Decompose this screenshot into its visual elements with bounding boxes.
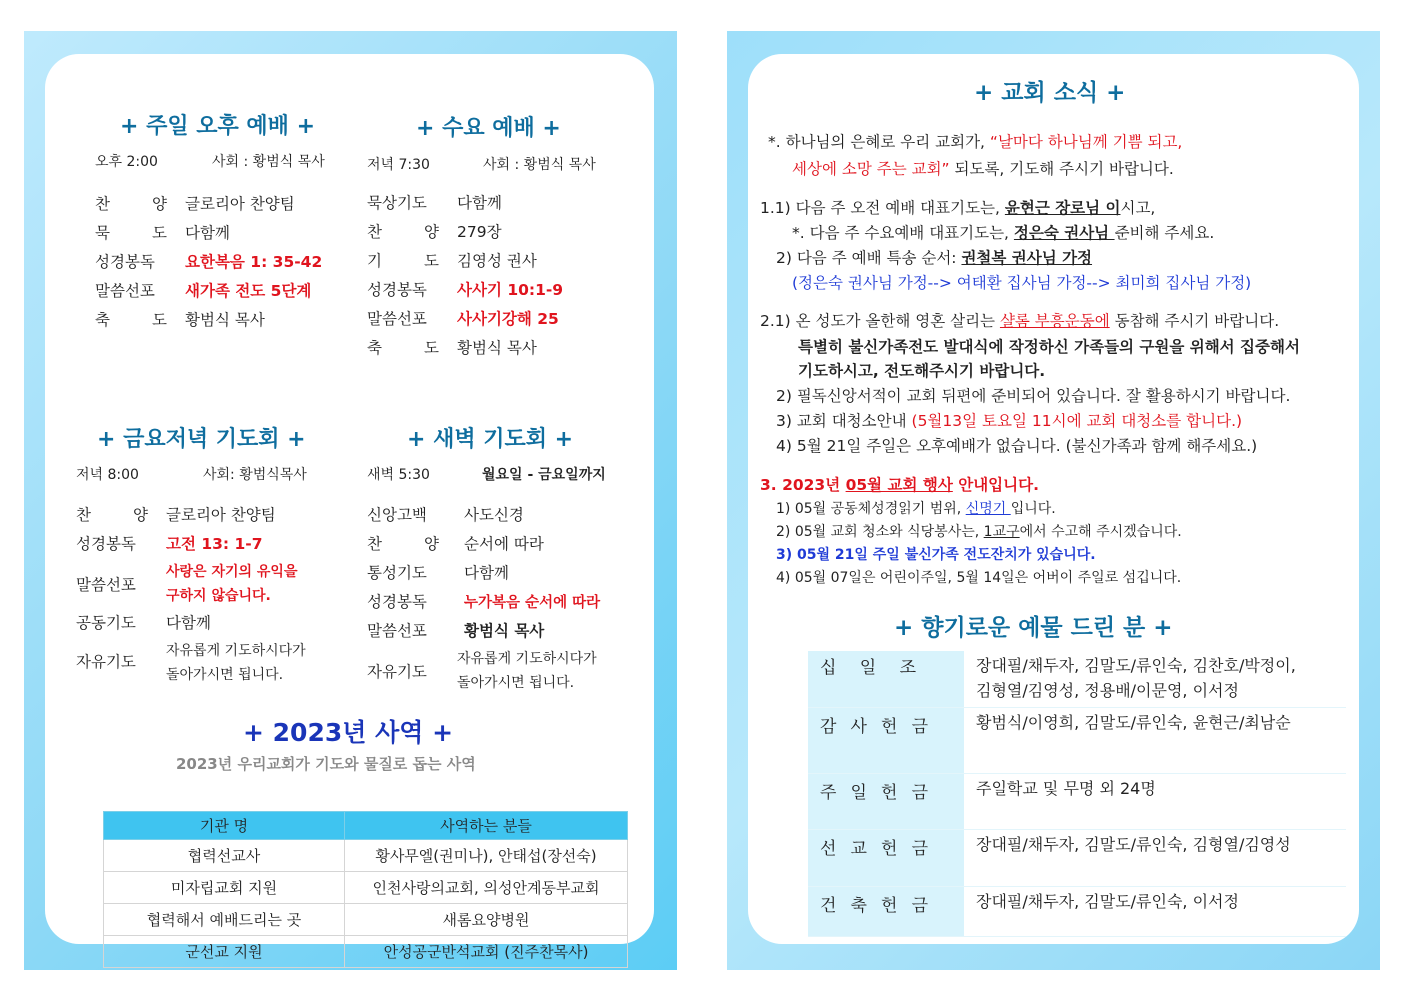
- offering-table: [808, 651, 1346, 937]
- table-header-row: [104, 812, 628, 840]
- table-row: 십 일 조 장대필/채두자, 김말도/류인숙, 김찬호/박정이, 김형열/김영성, 정용배/이문영, 이서정: [808, 651, 1346, 707]
- wednesday-time: 저녁 7:30: [367, 157, 430, 173]
- news-3-4: 4) 05월 07일은 어린이주일, 5월 14일은 어버이 주일로 섬깁니다.: [776, 570, 1182, 586]
- news-title: + 교회 소식 +: [974, 80, 1126, 106]
- sunday-pm-time: 오후 2:00: [95, 154, 158, 170]
- table-row: 감 사 헌 금 황범식/이영희, 김말도/류인숙, 윤현근/최남순: [808, 707, 1346, 773]
- friday-time: 저녁 8:00: [76, 467, 139, 483]
- table-row: 선 교 헌 금 장대필/채두자, 김말도/류인숙, 김형열/김영성: [808, 829, 1346, 886]
- left-card: [45, 54, 654, 961]
- mission-subtitle: 2023년 우리교회가 기도와 물질로 돕는 사역: [176, 755, 476, 773]
- news-1-2: 2) 다음 주 예배 특송 순서: 권철복 권사님 가정: [776, 249, 1093, 267]
- news-2-1-bold1: 특별히 불신가족전도 발대식에 작정하신 가족들의 구원을 위해서 집중해서: [798, 338, 1300, 356]
- news-intro-line1: *. 하나님의 은혜로 우리 교회가, “날마다 하나님께 기쁨 되고,: [768, 133, 1183, 151]
- news-3-1: 1) 05월 공동체성경읽기 범위, 신명기 입니다.: [776, 501, 1056, 517]
- news-1-2-order: (정은숙 권사님 가정--> 여태환 집사님 가정--> 최미희 집사님 가정): [792, 274, 1252, 292]
- dawn-order: 신앙고백 사도신경 찬 양 순서에 따라 통성기도 다함께 성경봉독 누가복음 순서에 따라 말씀선포 황범식 목사 자유기도 자유롭게 기도하시다가 돌아가시면 됩니다.: [367, 506, 601, 691]
- table-row: 협력선교사 황사무엘(권미나), 안태섭(장선숙): [104, 840, 628, 872]
- friday-order: 찬 양 글로리아 찬양팀 성경봉독 고전 13: 1-7 말씀선포 사랑은 자기의 유익을 구하지 않습니다. 공동기도 다함께 자유기도 자유롭게 기도하시다가 돌아가시면 됩니다.: [76, 506, 306, 683]
- friday-host: 사회: 황범식목사: [203, 467, 307, 483]
- friday-title: + 금요저녁 기도회 +: [97, 427, 306, 452]
- table-row: 미자립교회 지원 인천사랑의교회, 의성안계동부교회: [104, 872, 628, 904]
- dawn-time: 새벽 5:30: [367, 467, 430, 483]
- offering-title: + 향기로운 예물 드린 분 +: [894, 615, 1173, 641]
- news-1-1-sub: *. 다음 주 수요예배 대표기도는, 정은숙 권사님 준비해 주세요.: [792, 224, 1215, 242]
- wednesday-title: + 수요 예배 +: [416, 116, 561, 141]
- table-row: 건 축 헌 금 장대필/채두자, 김말도/류인숙, 이서정: [808, 886, 1346, 936]
- left-page: [24, 31, 677, 970]
- table-row: 협력해서 예배드리는 곳 새롬요양병원: [104, 904, 628, 936]
- right-card: [748, 54, 1359, 944]
- sunday-pm-host: 사회 : 황범식 목사: [212, 154, 325, 170]
- dawn-days: 월요일 - 금요일까지: [482, 467, 606, 483]
- right-page: [727, 31, 1380, 970]
- table-row: 주 일 헌 금 주일학교 및 무명 외 24명: [808, 773, 1346, 829]
- table-row: 군선교 지원 안성공군반석교회 (진주찬목사): [104, 936, 628, 968]
- sunday-pm-title: + 주일 오후 예배 +: [120, 114, 316, 139]
- news-1-1: 1.1) 다음 주 오전 예배 대표기도는, 윤현근 장로님 이시고,: [760, 199, 1156, 217]
- news-intro-line2: 세상에 소망 주는 교회” 되도록, 기도해 주시기 바랍니다.: [792, 160, 1174, 178]
- wednesday-order: 묵상기도 다함께 찬 양 279장 기 도 김영성 권사 성경봉독 사사기 10:1-9 말씀선포 사사기강해 25 축 도 황범식 목사: [367, 194, 564, 357]
- news-2-3: 3) 교회 대청소안내 (5월13일 토요일 11시에 교회 대청소를 합니다.): [776, 412, 1243, 430]
- sunday-pm-order: 찬 양 글로리아 찬양팀 묵 도 다함께 성경봉독 요한복음 1: 35-42 말씀선포 새가족 전도 5단계 축 도 황범식 목사: [95, 195, 323, 329]
- column-header: 사역하는 분들: [345, 812, 628, 840]
- news-3: 3. 2023년 05월 교회 행사 안내입니다.: [760, 476, 1039, 494]
- news-2-2: 2) 필독신앙서적이 교회 뒤편에 준비되어 있습니다. 잘 활용하시기 바랍니다.: [776, 387, 1291, 405]
- news-2-1: 2.1) 온 성도가 올한해 영혼 살리는 샬롬 부흥운동에 동참해 주시기 바랍니다.: [760, 312, 1280, 330]
- news-3-2: 2) 05월 교회 청소와 식당봉사는, 1교구에서 수고해 주시겠습니다.: [776, 524, 1182, 540]
- wednesday-host: 사회 : 황범식 목사: [483, 157, 596, 173]
- news-3-3: 3) 05월 21일 주일 불신가족 전도잔치가 있습니다.: [776, 547, 1096, 563]
- mission-title: + 2023년 사역 +: [243, 718, 454, 747]
- dawn-title: + 새벽 기도회 +: [407, 427, 574, 452]
- mission-table: [103, 811, 628, 968]
- news-2-4: 4) 5월 21일 주일은 오후예배가 없습니다. (불신가족과 함께 해주세요.): [776, 437, 1258, 455]
- column-header: 기관 명: [104, 812, 345, 840]
- news-2-1-bold2: 기도하시고, 전도해주시기 바랍니다.: [798, 362, 1046, 380]
